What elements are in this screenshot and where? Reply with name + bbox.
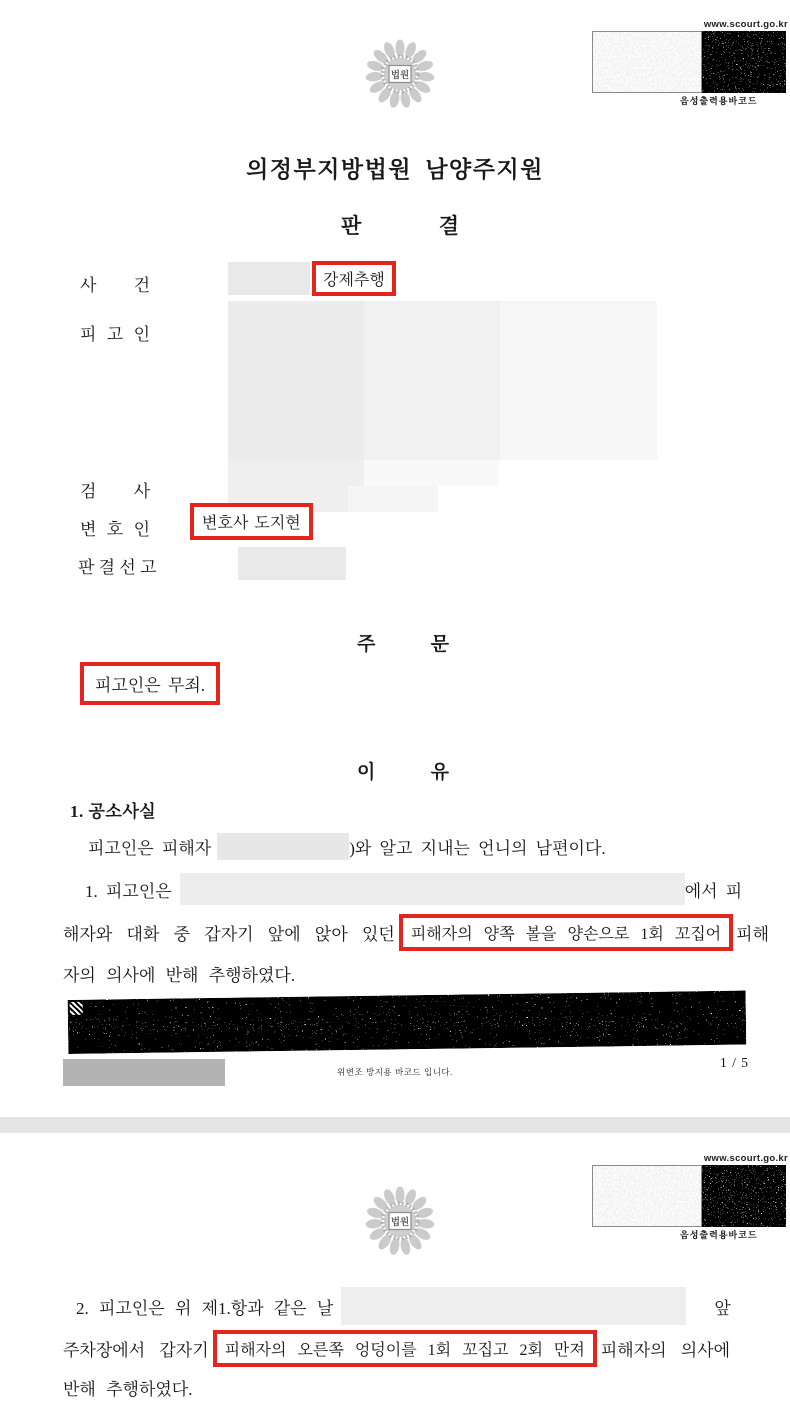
page-number: 1 / 5	[720, 1055, 749, 1070]
defendant-redaction	[228, 301, 364, 460]
website-url: www.scourt.go.kr	[703, 19, 788, 30]
voice-barcode-faded-half	[592, 31, 702, 93]
para3-line1-text-pre: 2. 피고인은 위 제1.항과 같은 날	[76, 1298, 334, 1318]
court-seal-label: 법원	[390, 1218, 410, 1228]
victim-name-redaction	[217, 833, 349, 860]
voice-barcode	[592, 1165, 786, 1227]
charges-para2-line2	[63, 908, 769, 956]
defendant-redaction	[364, 460, 499, 486]
para3-line2-text-pre: 주차장에서 갑자기	[63, 1340, 209, 1360]
para3-line1-text-post: 앞	[714, 1298, 731, 1318]
order-heading: 주 문	[357, 634, 449, 655]
acquittal-highlight-box	[80, 662, 220, 705]
voice-barcode-caption: 음성출력용바코드	[680, 1230, 758, 1240]
defendant-row-label: 피 고 인	[80, 325, 150, 344]
charges-para2-line1	[85, 872, 742, 906]
charges-heading: 1. 공소사실	[70, 802, 157, 821]
para2-line2-text-post: 피해	[736, 924, 769, 944]
voice-barcode	[592, 31, 786, 93]
para2-line1-text-post: 에서 피	[684, 881, 743, 901]
defendant-redaction	[500, 301, 657, 460]
court-title: 의정부지방법원 남양주지원	[246, 157, 544, 182]
defendant-redaction	[364, 301, 500, 460]
voice-barcode-dense-half	[702, 1165, 786, 1227]
website-url: www.scourt.go.kr	[703, 1153, 788, 1164]
prosecutor-value-redaction	[348, 486, 438, 512]
charges-para3-line3	[63, 1372, 192, 1402]
para1-text-post: )와 알고 지내는 언니의 남편이다.	[349, 838, 606, 858]
para1-text-pre: 피고인은 피해자	[88, 838, 212, 858]
place-date-redaction	[180, 873, 685, 905]
voice-barcode-dense-half	[702, 31, 786, 93]
barcode-start-hatch	[70, 1002, 83, 1015]
court-seal-stamp	[348, 1181, 452, 1261]
charges-para3-line2	[63, 1324, 730, 1372]
prosecutor-row-label: 검 사	[80, 482, 150, 501]
counsel-row-label: 변 호 인	[80, 520, 150, 539]
acquittal-text: 피고인은 무죄.	[80, 662, 220, 705]
para2-line1-text: 1. 피고인은	[85, 881, 172, 901]
assault-highlight-box-2: 피해자의 오른쪽 엉덩이를 1회 꼬집고 2회 만져	[213, 1330, 597, 1367]
reasons-heading: 이 유	[357, 762, 449, 783]
page-divider	[0, 1117, 790, 1133]
case-highlight-box	[312, 261, 396, 296]
defendant-redaction	[228, 460, 364, 486]
case-highlight-text: 강제추행	[312, 261, 396, 296]
anti-forgery-barcode	[68, 991, 747, 1054]
charges-para2-line3	[63, 958, 295, 988]
sentencing-value-redaction	[238, 547, 346, 580]
para2-line3-text: 자의 의사에 반해 추행하였다.	[63, 965, 296, 985]
para2-line2-text-pre: 해자와 대화 중 갑자기 앞에 앉아 있던	[63, 924, 395, 944]
court-seal-stamp	[348, 34, 452, 114]
charges-para1-line	[88, 831, 606, 861]
counsel-highlight-text: 변호사 도지현	[190, 503, 313, 540]
anti-forgery-caption: 위변조 방지용 바코드 입니다.	[337, 1067, 453, 1077]
assault-highlight-box-1: 피해자의 양쪽 볼을 양손으로 1회 꼬집어	[399, 914, 733, 951]
counsel-highlight-box	[190, 503, 313, 540]
voice-barcode-faded-half	[592, 1165, 702, 1227]
place-redaction	[341, 1287, 686, 1325]
judgment-title: 판 결	[341, 214, 459, 238]
para3-line3-text: 반해 추행하였다.	[63, 1379, 193, 1399]
sentencing-row-label: 판 결 선 고	[78, 558, 157, 577]
page2-sheet	[0, 1133, 790, 1409]
court-seal-label: 법원	[390, 71, 410, 81]
voice-barcode-caption: 음성출력용바코드	[680, 96, 758, 106]
case-value-redaction	[228, 262, 310, 295]
charges-para3-line1	[76, 1286, 731, 1326]
para3-line2-text-post: 피해자의 의사에	[600, 1340, 731, 1360]
case-row-label: 사 건	[80, 276, 150, 295]
